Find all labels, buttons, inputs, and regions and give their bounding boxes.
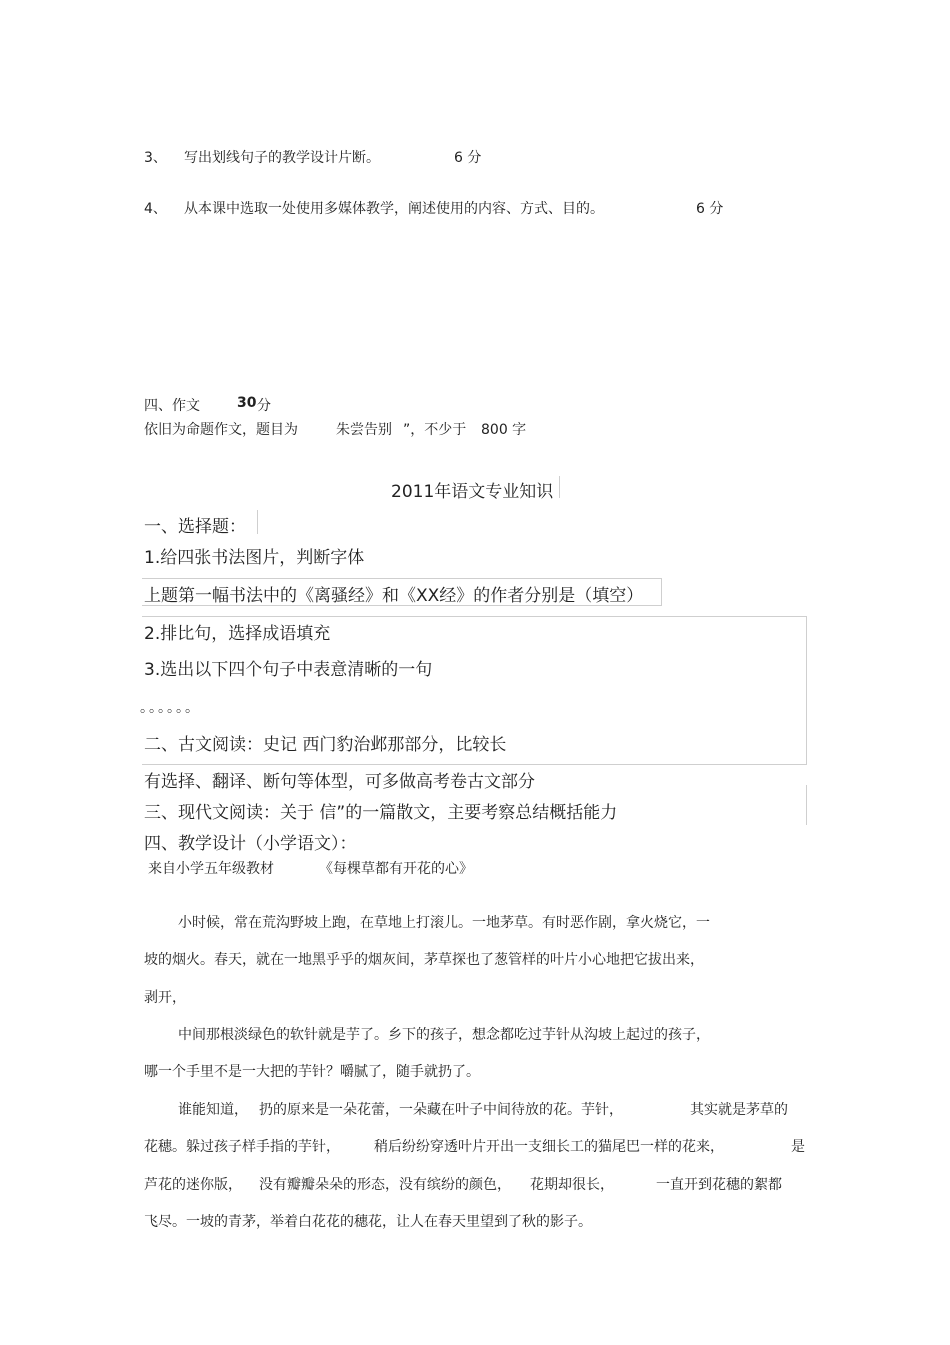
classical-reading: 二、古文阅读：史记 西门豹治邺那部分，比较长 <box>144 735 507 755</box>
ellipsis-dots: 。。。。。。 <box>140 700 201 716</box>
item-3: 3.选出以下四个句子中表意清晰的一句 <box>144 660 433 680</box>
passage-line-2: 坡的烟火。春天，就在一地黑乎乎的烟灰间，茅草探也了葱管样的叶片小心地把它拔出来， <box>144 952 704 968</box>
item-1-sub: 上题第一幅书法中的《离骚经》和《XX经》的作者分别是（填空） <box>144 586 644 606</box>
passage-line-8c: 花期却很长， <box>530 1177 614 1193</box>
item-2: 2.排比句，选择成语填充 <box>144 624 331 644</box>
q3-text: 写出划线句子的教学设计片断。 <box>184 150 380 166</box>
essay-label: 四、作文 <box>144 398 200 414</box>
passage-line-6b: 扔的原来是一朵花蕾，一朵藏在叶子中间待放的花。芋针， <box>259 1102 623 1118</box>
passage-line-7c: 是 <box>791 1139 805 1155</box>
essay-score-number: 30 <box>237 395 257 411</box>
source-title: 《每棵草都有开花的心》 <box>319 861 473 877</box>
modern-reading: 三、现代文阅读：关于 信”的一篇散文，主要考察总结概括能力 <box>144 803 618 823</box>
passage-line-1: 小时候，常在荒沟野坡上跑，在草地上打滚儿。一地茅草。有时恶作剧，拿火烧它，一 <box>178 915 710 931</box>
essay-topic: 朱尝告别 <box>336 422 392 438</box>
title-divider <box>559 476 560 498</box>
item-1: 1.给四张书法图片，判断字体 <box>144 548 365 568</box>
item-frame-right-lower <box>806 785 807 825</box>
passage-line-6c: 其实就是茅草的 <box>690 1102 788 1118</box>
passage-line-7b: 稍后纷纷穿透叶片开出一支细长工的猫尾巴一样的花来， <box>374 1139 724 1155</box>
passage-line-9: 飞尽。一坡的青茅，举着白花花的穗花，让人在春天里望到了秋的影子。 <box>144 1214 592 1230</box>
essay-requirement-a: 依旧为命题作文，题目为 <box>144 422 298 438</box>
q3-number: 3、 <box>144 150 167 166</box>
section-title: 2011年语文专业知识 <box>391 482 554 502</box>
passage-line-3: 剥开， <box>144 990 186 1006</box>
teaching-design: 四、教学设计（小学语文）： <box>144 834 357 854</box>
q4-text: 从本课中选取一处使用多媒体教学，阐述使用的内容、方式、目的。 <box>184 201 604 217</box>
q4-score: 6 分 <box>696 201 724 217</box>
passage-line-6a: 谁能知道， <box>178 1102 248 1118</box>
essay-requirement-c: ”，不少于 <box>403 422 467 438</box>
q4-number: 4、 <box>144 201 167 217</box>
choice-heading: 一、选择题： <box>144 517 246 537</box>
source-textbook: 来自小学五年级教材 <box>148 861 274 877</box>
q3-score: 6 分 <box>454 150 482 166</box>
passage-line-5: 哪一个手里不是一大把的芋针？嚼腻了，随手就扔了。 <box>144 1064 480 1080</box>
essay-score-unit: 分 <box>257 398 271 414</box>
essay-word-count: 800 字 <box>481 422 527 438</box>
passage-line-8d: 一直开到花穗的絮都 <box>656 1177 782 1193</box>
passage-line-8b: 没有瓣瓣朵朵的形态，没有缤纷的颜色， <box>259 1177 511 1193</box>
classical-reading-sub: 有选择、翻译、断句等体型，可多做高考卷古文部分 <box>144 772 535 792</box>
passage-line-4: 中间那根淡绿色的软针就是芋了。乡下的孩子，想念都吃过芋针从沟坡上起过的孩子， <box>178 1027 710 1043</box>
passage-line-8a: 芦花的迷你版， <box>144 1177 242 1193</box>
passage-line-7a: 花穗。躲过孩子样手指的芋针， <box>144 1139 340 1155</box>
